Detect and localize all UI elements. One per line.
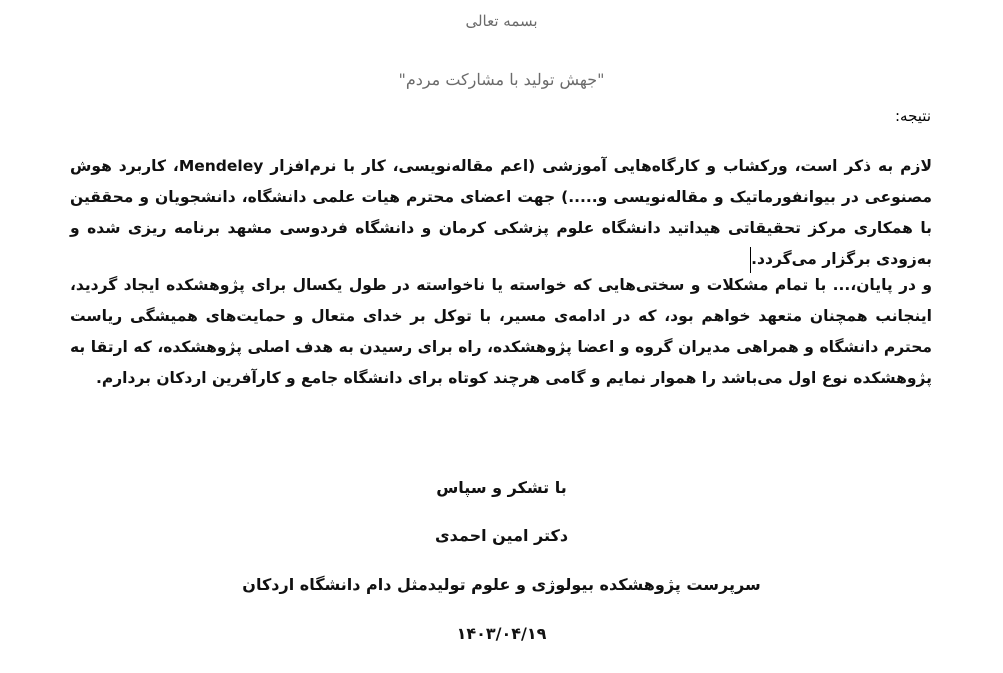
- signer-title: سرپرست پژوهشکده بیولوژی و علوم تولیدمثل دام دانشگاه اردکان: [242, 575, 761, 594]
- basmala-heading: بسمه تعالی: [465, 12, 538, 30]
- letter-date: ۱۴۰۳/۰۴/۱۹: [456, 624, 547, 643]
- section-label: نتیجه:: [894, 107, 931, 125]
- closing-thanks: با تشکر و سپاس: [436, 478, 567, 497]
- motto-heading: "جهش تولید با مشارکت مردم": [398, 70, 605, 89]
- paragraph-workshops: [70, 151, 932, 275]
- signer-name: دکتر امین احمدی: [434, 526, 569, 545]
- paragraph-closing-remarks: و در پایان،... با تمام مشکلات و سختی‌هایی که خواسته یا ناخواسته در طول یکسال برای پژوهشکده ایجاد گردید، اینجانب همچنان متعهد خواهم بود، که در ادامه‌ی مسیر، با توکل بر خدای متعال و حمایت‌های همیشگی ریاست محترم دانشگاه و همراهی مدیران گروه و اعضا پژوهشکده، راه برای رسیدن به هدف اصلی پژوهشکده، که ارتقا به پژوهشکده نوع اول می‌باشد را هموار نمایم و گامی هرچند کوتاه برای دانشگاه جامع و کارآفرین اردکان بردارم.: [70, 276, 932, 387]
- paragraph-workshops-text: لازم به ذکر است، ورکشاب و کارگاه‌هایی آموزشی (اعم مقاله‌نویسی، کار با نرم‌افزار Mendeley، کاربرد هوش مصنوعی در بیوانفورماتیک و مقاله‌نویسی و.....) جهت اعضای محترم هیات علمی دانشگاه، دانشجویان و محققین با همکاری مرکز تحقیقاتی هیداتید دانشگاه علوم پزشکی کرمان و دانشگاه فردوسی مشهد برنامه ریزی شده و به‌زودی برگزار می‌گردد.: [70, 157, 932, 268]
